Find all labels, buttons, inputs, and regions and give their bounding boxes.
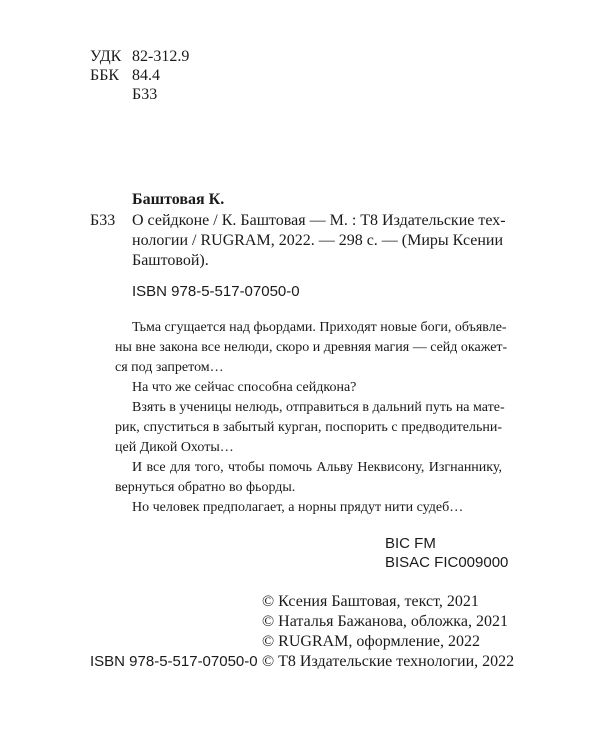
author-heading: Баштовая К. bbox=[132, 191, 225, 208]
annotation-line: Взять в ученицы нелюдь, отправиться в дальний путь на мате- bbox=[132, 400, 505, 415]
annotation-line: ся под запретом… bbox=[115, 360, 224, 375]
annotation-line: Но человек предполагает, а норны прядут нити судеб… bbox=[132, 500, 464, 515]
udk-label: УДК bbox=[90, 48, 122, 65]
annotation-line: На что же сейчас способна сейдкона? bbox=[132, 380, 357, 395]
footer-isbn: ISBN 978-5-517-07050-0 bbox=[90, 653, 258, 670]
bbk-value: 84.4 bbox=[132, 67, 160, 84]
bib-line: Баштовой). bbox=[132, 252, 209, 269]
copyright-line: © Т8 Издательские технологии, 2022 bbox=[262, 653, 515, 670]
author-code: Б33 bbox=[132, 86, 158, 103]
bib-isbn: ISBN 978-5-517-07050-0 bbox=[132, 283, 300, 300]
bib-line: нологии / RUGRAM, 2022. — 298 с. — (Миры Ксении bbox=[132, 232, 504, 249]
copyright-line: © Ксения Баштовая, текст, 2021 bbox=[262, 593, 479, 610]
annotation-line: ны вне закона все нелюди, скоро и древняя магия — сейд окажет- bbox=[115, 340, 508, 355]
annotation-line: И все для того, чтобы помочь Альву Неквисону, Изгнаннику, bbox=[132, 460, 502, 475]
bic-code: BIC FM bbox=[385, 535, 436, 552]
copyright-line: © Наталья Бажанова, обложка, 2021 bbox=[262, 613, 508, 630]
annotation-line: цей Дикой Охоты… bbox=[115, 440, 234, 455]
udk-value: 82-312.9 bbox=[132, 48, 190, 65]
annotation-line: вернуться обратно во фьорды. bbox=[115, 480, 296, 495]
annotation-line: Тьма сгущается над фьордами. Приходят новые боги, объявле- bbox=[132, 320, 507, 335]
bib-code: Б33 bbox=[90, 212, 116, 229]
bib-line: О сейдконе / К. Баштовая — М. : Т8 Издательские тех- bbox=[132, 212, 506, 229]
annotation-line: рик, спуститься в забытый курган, поспорить с предводительни- bbox=[115, 420, 502, 435]
copyright-line: © RUGRAM, оформление, 2022 bbox=[262, 633, 480, 650]
bisac-code: BISAC FIC009000 bbox=[385, 554, 509, 571]
bbk-label: ББК bbox=[90, 67, 120, 84]
